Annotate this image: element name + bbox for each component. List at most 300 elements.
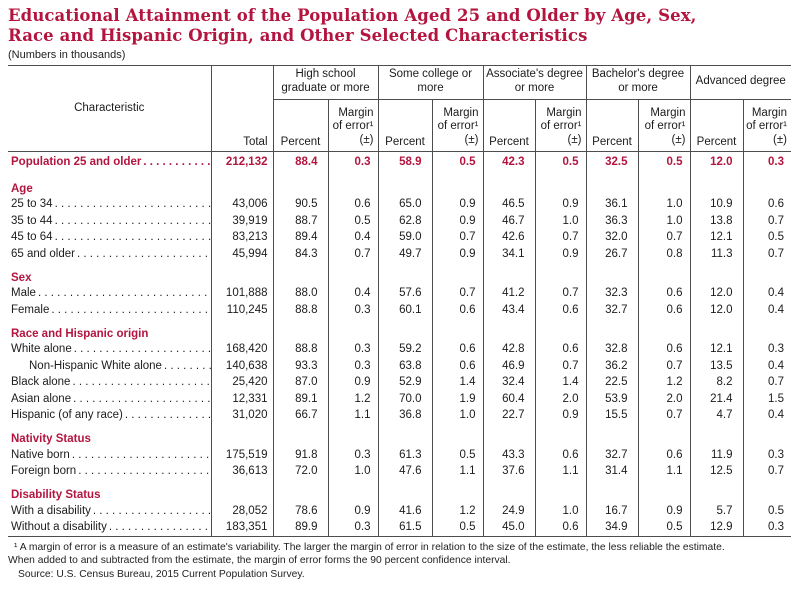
margin-of-error-cell bbox=[432, 263, 483, 286]
margin-of-error-cell: 1.2 bbox=[328, 391, 378, 408]
percent-cell: 32.7 bbox=[586, 302, 638, 319]
characteristic-inner bbox=[8, 449, 211, 462]
margin-of-error-cell: 1.4 bbox=[535, 375, 586, 392]
margin-of-error-cell: 0.9 bbox=[535, 408, 586, 425]
percent-cell: 88.7 bbox=[273, 213, 328, 230]
table-body bbox=[8, 151, 791, 537]
percent-cell: 12.9 bbox=[690, 520, 743, 537]
characteristic-cell bbox=[8, 319, 211, 342]
col-header-percent: Percent bbox=[483, 99, 535, 151]
margin-of-error-cell: 0.3 bbox=[328, 447, 378, 464]
moe-header-line: (±) bbox=[567, 134, 582, 147]
margin-of-error-cell: 0.6 bbox=[638, 302, 690, 319]
characteristic-cell bbox=[8, 520, 211, 537]
col-header-total: Total bbox=[211, 65, 273, 151]
margin-of-error-cell: 1.2 bbox=[432, 503, 483, 520]
percent-cell bbox=[586, 174, 638, 197]
dot-leader bbox=[53, 215, 211, 228]
characteristic-inner bbox=[8, 156, 211, 169]
percent-cell: 13.5 bbox=[690, 358, 743, 375]
margin-of-error-cell: 0.9 bbox=[535, 246, 586, 263]
moe-header-line: of error¹ bbox=[332, 120, 374, 133]
percent-cell: 63.8 bbox=[378, 358, 432, 375]
col-group-header: Bachelor's degree or more bbox=[586, 65, 690, 99]
percent-cell: 70.0 bbox=[378, 391, 432, 408]
dot-leader bbox=[53, 198, 211, 211]
footnote-confidence-interval: When added to and subtracted from the estimate, the margin of error forms the 90 percent confidence interval. bbox=[8, 555, 511, 567]
margin-of-error-cell: 0.3 bbox=[328, 302, 378, 319]
col-header-percent: Percent bbox=[586, 99, 638, 151]
margin-of-error-cell: 0.4 bbox=[328, 286, 378, 303]
total-cell: 39,919 bbox=[211, 213, 273, 230]
margin-of-error-cell bbox=[328, 424, 378, 447]
dot-leader bbox=[49, 304, 210, 317]
percent-cell: 47.6 bbox=[378, 464, 432, 481]
percent-cell: 36.8 bbox=[378, 408, 432, 425]
margin-of-error-cell bbox=[743, 174, 791, 197]
margin-of-error-cell: 1.1 bbox=[432, 464, 483, 481]
margin-of-error-cell: 0.5 bbox=[535, 151, 586, 174]
total-cell bbox=[211, 424, 273, 447]
percent-cell: 61.5 bbox=[378, 520, 432, 537]
characteristic-cell bbox=[8, 174, 211, 197]
percent-cell: 12.5 bbox=[690, 464, 743, 481]
percent-cell: 88.4 bbox=[273, 151, 328, 174]
col-header-margin-of-error bbox=[743, 99, 791, 151]
margin-of-error-cell bbox=[432, 480, 483, 503]
margin-of-error-cell: 0.6 bbox=[638, 286, 690, 303]
dot-leader bbox=[162, 360, 211, 373]
percent-cell bbox=[586, 424, 638, 447]
characteristic-label: Native born bbox=[11, 448, 70, 461]
margin-of-error-cell: 1.0 bbox=[638, 213, 690, 230]
margin-of-error-cell: 0.9 bbox=[328, 375, 378, 392]
percent-cell: 88.8 bbox=[273, 342, 328, 359]
percent-cell: 32.5 bbox=[586, 151, 638, 174]
characteristic-cell bbox=[8, 408, 211, 425]
percent-cell: 84.3 bbox=[273, 246, 328, 263]
percent-cell bbox=[273, 263, 328, 286]
total-cell: 168,420 bbox=[211, 342, 273, 359]
percent-cell bbox=[273, 424, 328, 447]
characteristic-inner bbox=[8, 465, 211, 478]
characteristic-inner bbox=[8, 521, 211, 534]
percent-cell: 60.4 bbox=[483, 391, 535, 408]
characteristic-inner bbox=[8, 287, 211, 300]
total-cell: 175,519 bbox=[211, 447, 273, 464]
margin-of-error-cell: 0.6 bbox=[535, 447, 586, 464]
percent-cell: 4.7 bbox=[690, 408, 743, 425]
total-cell: 45,994 bbox=[211, 246, 273, 263]
moe-header-line: (±) bbox=[464, 134, 479, 147]
percent-cell: 87.0 bbox=[273, 375, 328, 392]
margin-of-error-cell bbox=[328, 174, 378, 197]
total-cell: 83,213 bbox=[211, 230, 273, 247]
percent-cell bbox=[378, 480, 432, 503]
margin-of-error-cell: 0.7 bbox=[743, 375, 791, 392]
percent-cell bbox=[273, 319, 328, 342]
percent-cell bbox=[378, 174, 432, 197]
percent-cell bbox=[690, 174, 743, 197]
table-row bbox=[8, 447, 791, 464]
total-cell: 31,020 bbox=[211, 408, 273, 425]
margin-of-error-cell: 0.6 bbox=[535, 302, 586, 319]
percent-cell: 88.8 bbox=[273, 302, 328, 319]
characteristic-inner bbox=[8, 393, 211, 406]
margin-of-error-cell: 0.6 bbox=[328, 197, 378, 214]
percent-cell bbox=[273, 174, 328, 197]
total-cell: 25,420 bbox=[211, 375, 273, 392]
percent-cell bbox=[690, 424, 743, 447]
moe-header-line: of error¹ bbox=[644, 120, 686, 133]
characteristic-inner bbox=[8, 409, 211, 422]
attainment-table bbox=[8, 65, 791, 538]
characteristic-label: Female bbox=[11, 303, 50, 316]
total-cell: 212,132 bbox=[211, 151, 273, 174]
margin-of-error-cell bbox=[743, 263, 791, 286]
moe-header-line: Margin bbox=[443, 106, 479, 119]
percent-cell: 46.7 bbox=[483, 213, 535, 230]
margin-of-error-cell bbox=[638, 174, 690, 197]
dot-leader bbox=[76, 465, 210, 478]
percent-cell: 32.8 bbox=[586, 342, 638, 359]
percent-cell: 89.9 bbox=[273, 520, 328, 537]
characteristic-cell bbox=[8, 246, 211, 263]
percent-cell: 62.8 bbox=[378, 213, 432, 230]
margin-of-error-cell bbox=[638, 424, 690, 447]
moe-header-line: Margin bbox=[650, 106, 686, 119]
margin-of-error-cell bbox=[535, 319, 586, 342]
percent-cell: 46.5 bbox=[483, 197, 535, 214]
margin-of-error-cell: 1.1 bbox=[638, 464, 690, 481]
margin-of-error-cell: 0.5 bbox=[743, 230, 791, 247]
dot-leader bbox=[141, 156, 210, 169]
table-row bbox=[8, 213, 791, 230]
percent-cell: 36.3 bbox=[586, 213, 638, 230]
characteristic-cell bbox=[8, 447, 211, 464]
percent-cell: 93.3 bbox=[273, 358, 328, 375]
moe-header-line: Margin bbox=[751, 106, 787, 119]
characteristic-label: 35 to 44 bbox=[11, 214, 53, 227]
table-row bbox=[8, 286, 791, 303]
margin-of-error-cell: 0.4 bbox=[743, 302, 791, 319]
percent-cell: 12.1 bbox=[690, 342, 743, 359]
characteristic-label: Sex bbox=[11, 271, 32, 284]
percent-cell: 11.9 bbox=[690, 447, 743, 464]
characteristic-cell bbox=[8, 480, 211, 503]
percent-cell: 72.0 bbox=[273, 464, 328, 481]
margin-of-error-cell: 0.7 bbox=[535, 358, 586, 375]
margin-of-error-cell: 1.0 bbox=[535, 503, 586, 520]
percent-cell: 59.2 bbox=[378, 342, 432, 359]
margin-of-error-cell: 0.4 bbox=[743, 358, 791, 375]
percent-cell: 22.7 bbox=[483, 408, 535, 425]
total-cell bbox=[211, 174, 273, 197]
moe-header-line: (±) bbox=[773, 134, 787, 147]
percent-cell: 32.7 bbox=[586, 447, 638, 464]
characteristic-cell bbox=[8, 358, 211, 375]
col-header-percent: Percent bbox=[273, 99, 328, 151]
margin-of-error-cell: 0.3 bbox=[328, 520, 378, 537]
dot-leader bbox=[75, 248, 211, 261]
col-header-margin-of-error bbox=[328, 99, 378, 151]
percent-cell: 12.0 bbox=[690, 151, 743, 174]
dot-leader bbox=[123, 409, 211, 422]
margin-of-error-cell bbox=[535, 424, 586, 447]
margin-of-error-cell bbox=[743, 480, 791, 503]
percent-cell bbox=[378, 424, 432, 447]
margin-of-error-cell bbox=[535, 174, 586, 197]
margin-of-error-cell: 1.1 bbox=[328, 408, 378, 425]
percent-cell: 60.1 bbox=[378, 302, 432, 319]
margin-of-error-cell: 0.9 bbox=[638, 503, 690, 520]
characteristic-cell bbox=[8, 503, 211, 520]
margin-of-error-cell bbox=[535, 480, 586, 503]
table-row bbox=[8, 246, 791, 263]
percent-cell: 36.2 bbox=[586, 358, 638, 375]
section-row bbox=[8, 263, 791, 286]
margin-of-error-cell: 0.7 bbox=[432, 286, 483, 303]
percent-cell: 24.9 bbox=[483, 503, 535, 520]
table-row bbox=[8, 520, 791, 537]
dot-leader bbox=[70, 376, 210, 389]
margin-of-error-cell: 0.7 bbox=[743, 213, 791, 230]
table-row bbox=[8, 464, 791, 481]
margin-of-error-cell: 0.7 bbox=[743, 464, 791, 481]
percent-cell: 45.0 bbox=[483, 520, 535, 537]
margin-of-error-cell: 2.0 bbox=[535, 391, 586, 408]
margin-of-error-cell: 0.5 bbox=[432, 520, 483, 537]
total-cell: 12,331 bbox=[211, 391, 273, 408]
section-row bbox=[8, 319, 791, 342]
characteristic-label: Population 25 and older bbox=[11, 155, 142, 168]
percent-cell: 61.3 bbox=[378, 447, 432, 464]
percent-cell: 37.6 bbox=[483, 464, 535, 481]
total-cell: 101,888 bbox=[211, 286, 273, 303]
margin-of-error-cell: 0.9 bbox=[328, 503, 378, 520]
table-row bbox=[8, 375, 791, 392]
characteristic-inner bbox=[8, 360, 211, 373]
percent-cell: 42.8 bbox=[483, 342, 535, 359]
margin-of-error-cell: 0.5 bbox=[432, 447, 483, 464]
percent-cell: 8.2 bbox=[690, 375, 743, 392]
margin-of-error-cell: 0.6 bbox=[638, 342, 690, 359]
characteristic-cell bbox=[8, 464, 211, 481]
characteristic-label: Race and Hispanic origin bbox=[11, 327, 149, 340]
table-head bbox=[8, 65, 791, 151]
margin-of-error-cell: 0.7 bbox=[743, 246, 791, 263]
margin-of-error-cell: 0.3 bbox=[743, 447, 791, 464]
margin-of-error-cell: 0.3 bbox=[328, 358, 378, 375]
characteristic-cell bbox=[8, 286, 211, 303]
moe-header-line: Margin bbox=[338, 106, 374, 119]
percent-cell bbox=[586, 319, 638, 342]
table-row bbox=[8, 151, 791, 174]
margin-of-error-cell bbox=[328, 480, 378, 503]
dot-leader bbox=[91, 505, 211, 518]
moe-header-line: of error¹ bbox=[746, 120, 787, 133]
margin-of-error-cell: 0.6 bbox=[535, 342, 586, 359]
percent-cell bbox=[690, 319, 743, 342]
percent-cell: 78.6 bbox=[273, 503, 328, 520]
margin-of-error-cell: 1.0 bbox=[328, 464, 378, 481]
characteristic-label: 65 and older bbox=[11, 247, 75, 260]
characteristic-label: Male bbox=[11, 287, 36, 300]
margin-of-error-cell: 0.6 bbox=[432, 342, 483, 359]
characteristic-cell bbox=[8, 213, 211, 230]
col-group-header: Some college or more bbox=[378, 65, 483, 99]
percent-cell: 26.7 bbox=[586, 246, 638, 263]
percent-cell: 36.1 bbox=[586, 197, 638, 214]
characteristic-label: White alone bbox=[11, 343, 72, 356]
margin-of-error-cell: 1.0 bbox=[535, 213, 586, 230]
characteristic-label: Hispanic (of any race) bbox=[11, 409, 123, 422]
total-cell bbox=[211, 319, 273, 342]
characteristic-label: Black alone bbox=[11, 376, 71, 389]
characteristic-inner bbox=[8, 433, 211, 446]
percent-cell: 88.0 bbox=[273, 286, 328, 303]
characteristic-inner bbox=[8, 505, 211, 518]
percent-cell bbox=[586, 480, 638, 503]
percent-cell: 66.7 bbox=[273, 408, 328, 425]
characteristic-label: With a disability bbox=[11, 504, 91, 517]
characteristic-inner bbox=[8, 328, 211, 341]
percent-cell: 89.1 bbox=[273, 391, 328, 408]
characteristic-inner bbox=[8, 489, 211, 502]
margin-of-error-cell bbox=[535, 263, 586, 286]
margin-of-error-cell bbox=[638, 480, 690, 503]
percent-cell bbox=[483, 480, 535, 503]
characteristic-label: Non-Hispanic White alone bbox=[29, 359, 162, 372]
characteristic-label: 45 to 64 bbox=[11, 231, 53, 244]
margin-of-error-cell: 0.7 bbox=[638, 408, 690, 425]
margin-of-error-cell: 0.7 bbox=[638, 230, 690, 247]
margin-of-error-cell: 0.3 bbox=[328, 151, 378, 174]
total-cell: 28,052 bbox=[211, 503, 273, 520]
col-header-margin-of-error bbox=[535, 99, 586, 151]
percent-cell: 34.1 bbox=[483, 246, 535, 263]
margin-of-error-cell: 0.9 bbox=[535, 197, 586, 214]
moe-header-line: Margin bbox=[546, 106, 582, 119]
margin-of-error-cell: 0.7 bbox=[535, 230, 586, 247]
characteristic-inner bbox=[8, 343, 211, 356]
characteristic-cell bbox=[8, 302, 211, 319]
dot-leader bbox=[53, 231, 211, 244]
margin-of-error-cell bbox=[638, 319, 690, 342]
percent-cell: 13.8 bbox=[690, 213, 743, 230]
characteristic-cell bbox=[8, 342, 211, 359]
margin-of-error-cell: 0.6 bbox=[743, 197, 791, 214]
percent-cell: 43.4 bbox=[483, 302, 535, 319]
table-row bbox=[8, 197, 791, 214]
table-row bbox=[8, 342, 791, 359]
col-header-margin-of-error bbox=[638, 99, 690, 151]
percent-cell: 41.2 bbox=[483, 286, 535, 303]
total-cell: 43,006 bbox=[211, 197, 273, 214]
characteristic-cell bbox=[8, 375, 211, 392]
percent-cell: 5.7 bbox=[690, 503, 743, 520]
source-note: Source: U.S. Census Bureau, 2015 Current Population Survey. bbox=[18, 568, 305, 580]
margin-of-error-cell bbox=[328, 263, 378, 286]
section-row bbox=[8, 424, 791, 447]
col-header-margin-of-error bbox=[432, 99, 483, 151]
page-title: Educational Attainment of the Population Aged 25 and Older by Age, Sex, Race and Hispanic Origin, and Other Selected Characteristics bbox=[8, 6, 697, 45]
percent-cell: 52.9 bbox=[378, 375, 432, 392]
margin-of-error-cell bbox=[432, 424, 483, 447]
margin-of-error-cell: 0.5 bbox=[638, 520, 690, 537]
col-header-characteristic: Characteristic bbox=[8, 65, 211, 151]
margin-of-error-cell: 0.9 bbox=[432, 197, 483, 214]
table-row bbox=[8, 358, 791, 375]
margin-of-error-cell: 0.9 bbox=[432, 213, 483, 230]
total-cell: 140,638 bbox=[211, 358, 273, 375]
margin-of-error-cell bbox=[743, 319, 791, 342]
margin-of-error-cell bbox=[743, 424, 791, 447]
characteristic-inner bbox=[8, 248, 211, 261]
characteristic-inner bbox=[8, 272, 211, 285]
characteristic-label: Without a disability bbox=[11, 521, 107, 534]
percent-cell bbox=[586, 263, 638, 286]
margin-of-error-cell: 1.0 bbox=[638, 197, 690, 214]
percent-cell bbox=[483, 263, 535, 286]
col-group-header: High school graduate or more bbox=[273, 65, 378, 99]
percent-cell: 59.0 bbox=[378, 230, 432, 247]
characteristic-inner bbox=[8, 304, 211, 317]
percent-cell: 11.3 bbox=[690, 246, 743, 263]
percent-cell bbox=[273, 480, 328, 503]
percent-cell: 90.5 bbox=[273, 197, 328, 214]
percent-cell: 15.5 bbox=[586, 408, 638, 425]
percent-cell: 58.9 bbox=[378, 151, 432, 174]
margin-of-error-cell: 0.6 bbox=[432, 302, 483, 319]
percent-cell: 22.5 bbox=[586, 375, 638, 392]
margin-of-error-cell: 0.3 bbox=[743, 520, 791, 537]
margin-of-error-cell: 0.8 bbox=[638, 246, 690, 263]
margin-of-error-cell: 0.7 bbox=[328, 246, 378, 263]
total-cell bbox=[211, 263, 273, 286]
characteristic-label: 25 to 34 bbox=[11, 198, 53, 211]
total-cell: 183,351 bbox=[211, 520, 273, 537]
percent-cell: 41.6 bbox=[378, 503, 432, 520]
percent-cell: 34.9 bbox=[586, 520, 638, 537]
moe-header-line: (±) bbox=[359, 134, 374, 147]
percent-cell: 42.3 bbox=[483, 151, 535, 174]
section-row bbox=[8, 480, 791, 503]
margin-of-error-cell: 0.6 bbox=[638, 447, 690, 464]
margin-of-error-cell: 0.9 bbox=[432, 246, 483, 263]
characteristic-inner bbox=[8, 376, 211, 389]
percent-cell: 91.8 bbox=[273, 447, 328, 464]
margin-of-error-cell: 0.5 bbox=[743, 503, 791, 520]
percent-cell: 49.7 bbox=[378, 246, 432, 263]
margin-of-error-cell: 1.1 bbox=[535, 464, 586, 481]
col-header-percent: Percent bbox=[378, 99, 432, 151]
margin-of-error-cell: 1.9 bbox=[432, 391, 483, 408]
percent-cell: 32.0 bbox=[586, 230, 638, 247]
dot-leader bbox=[107, 521, 211, 534]
percent-cell: 32.4 bbox=[483, 375, 535, 392]
margin-of-error-cell: 0.5 bbox=[328, 213, 378, 230]
footnote-margin-of-error: ¹ A margin of error is a measure of an estimate's variability. The larger the margin of error in relation to the size of the estimate, the less reliable the estimate. bbox=[14, 542, 725, 554]
characteristic-label: Foreign born bbox=[11, 465, 77, 478]
percent-cell bbox=[690, 480, 743, 503]
characteristic-inner bbox=[8, 215, 211, 228]
percent-cell bbox=[378, 263, 432, 286]
dot-leader bbox=[71, 393, 210, 406]
margin-of-error-cell: 0.5 bbox=[432, 151, 483, 174]
percent-cell bbox=[483, 319, 535, 342]
percent-cell: 16.7 bbox=[586, 503, 638, 520]
